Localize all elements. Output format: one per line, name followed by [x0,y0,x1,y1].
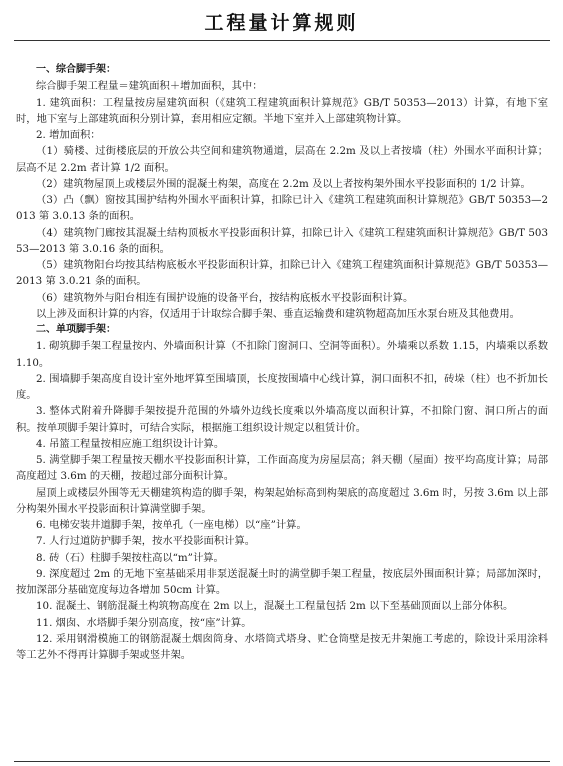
document-body [16,62,548,663]
paragraph: 以上涉及面积计算的内容，仅适用于计取综合脚手架、垂直运输费和建筑物超高加压水泵台班及其他费用。 [36,307,520,320]
paragraph: 9. 深度超过 2m 的无地下室基础采用非泵送混凝土时的满堂脚手架工程量，按底层外围面积计算；局部加深时，按加深部分基础宽度每边各增加 50cm 计算。 [16,567,548,596]
paragraph: 1. 建筑面积：工程量按房屋建筑面积（《建筑工程建筑面积计算规范》GB/T 50353—2013）计算，有地下室时，地下室与上部建筑面积分别计算，套用相应定额。半地下室并入上部建筑物计算。 [16,96,548,125]
paragraph: 7. 人行过道防护脚手架，按水平投影面积计算。 [36,535,256,548]
page-title: 工程量计算规则 [204,12,359,34]
paragraph: 12. 采用钢滑模施工的钢筋混凝土烟囱筒身、水塔筒式塔身、贮仓筒壁是按无井架施工考虑的，除设计采用涂料等工艺外不得再计算脚手架或竖井架。 [16,632,548,661]
paragraph: 8. 砖（石）柱脚手架按柱高以“m”计算。 [36,551,224,564]
paragraph: （5）建筑物阳台均按其结构底板水平投影面积计算，扣除已计入《建筑工程建筑面积计算规范》GB/T 50353—2013 第 3.0.21 条的面积。 [16,259,548,288]
paragraph: （4）建筑物门廊按其混凝土结构顶板水平投影面积计算，扣除已计入《建筑工程建筑面积计算规范》GB/T 50353—2013 第 3.0.16 条的面积。 [16,226,548,255]
paragraph: 10. 混凝土、钢筋混凝土构筑物高度在 2m 以上，混凝土工程量包括 2m 以下至基础顶面以上部分体积。 [36,600,514,613]
paragraph: （2）建筑物屋顶上或楼层外围的混凝土构架，高度在 2.2m 及以上者按构架外围水平投影面积的 1/2 计算。 [36,177,531,190]
paragraph: 11. 烟囱、水塔脚手架分别高度，按“座”计算。 [36,616,252,629]
paragraph: 6. 电梯安装井道脚手架，按单孔（一座电梯）以“座”计算。 [36,519,307,531]
paragraph: 3. 整体式附着升降脚手架按提升范围的外墙外边线长度乘以外墙高度以面积计算，不扣除门窗、洞口所占的面积。按单项脚手架计算时，可结合实际，根据施工组织设计规定以租赁计价。 [16,405,548,434]
paragraph: 2. 增加面积： [36,129,101,141]
section-heading-1: 一、综合脚手架： [36,64,116,75]
paragraph: （3）凸（飘）窗按其围护结构外围水平面积计算，扣除已计入《建筑工程建筑面积计算规范》GB/T 50353—2013 第 3.0.13 条的面积。 [16,194,548,223]
top-divider [14,40,550,41]
paragraph: 1. 砌筑脚手架工程量按内、外墙面积计算（不扣除门窗洞口、空洞等面积）。外墙乘以系数 1.15，内墙乘以系数 1.10。 [16,340,548,369]
paragraph: （1）骑楼、过街楼底层的开放公共空间和建筑物通道，层高在 2.2m 及以上者按墙（柱）外围水平面积计算；层高不足 2.2m 者计算 1/2 面积。 [16,145,548,174]
paragraph: 屋顶上或楼层外围等无天棚建筑构造的脚手架，构架起始标高到构架底的高度超过 3.6m 时，另按 3.6m 以上部分构架外围水平投影面积计算满堂脚手架。 [16,486,548,515]
paragraph: 5. 满堂脚手架工程量按天棚水平投影面积计算，工作面高度为房屋层高；斜天棚（屋面）按平均高度计算；局部高度超过 3.6m 的天棚，按超过部分面积计算。 [16,454,548,483]
paragraph: 2. 围墙脚手架高度自设计室外地坪算至围墙顶，长度按围墙中心线计算，洞口面积不扣，砖垛（柱）也不折加长度。 [16,372,548,401]
paragraph: （6）建筑物外与阳台相连有围护设施的设备平台，按结构底板水平投影面积计算。 [36,291,414,304]
paragraph: 4. 吊篮工程量按相应施工组织设计计算。 [36,437,225,450]
paragraph: 综合脚手架工程量＝建筑面积＋增加面积，其中： [36,80,263,93]
section-heading-2: 二、单项脚手架： [36,324,116,335]
bottom-divider [14,761,550,762]
